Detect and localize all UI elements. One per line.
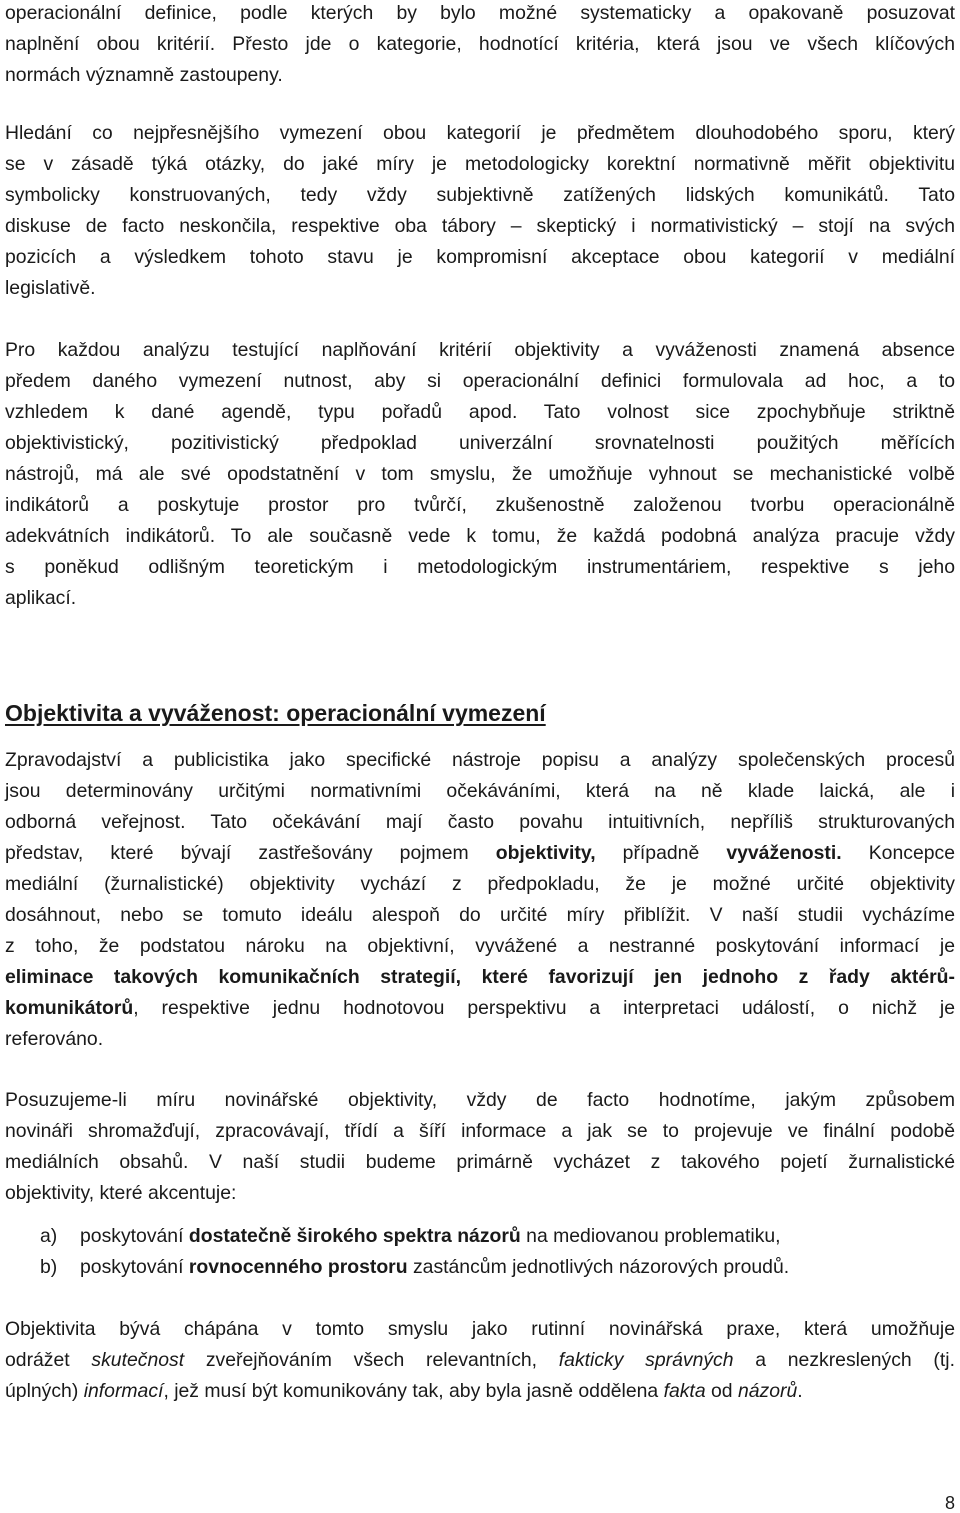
text-run: a nezkreslených (tj. [733, 1349, 955, 1371]
section-heading: Objektivita a vyváženost: operacionální vymezení [5, 700, 546, 726]
text-line: naplnění obou kritérií. Přesto jde o kategorie, hodnotící kritéria, která jsou ve všech klíčových [5, 33, 955, 55]
list-item [40, 1252, 789, 1283]
text-line [5, 1376, 955, 1407]
text-run: poskytování [80, 1256, 189, 1278]
text-run: na mediovanou problematiku, [520, 1225, 781, 1247]
text-line: předem daného vymezení nutnost, aby si operacionální definici formulovala ad hoc, a to [5, 370, 955, 392]
bold-term: rovnocenného prostoru [188, 1256, 408, 1278]
text-line: novináři shromažďují, zpracovávají, třídí a šíří informace a jak se to projevuje ve finální podobě [5, 1120, 955, 1142]
text-line: Posuzujeme-li míru novinářské objektivity, vždy de facto hodnotíme, jakým způsobem [5, 1089, 955, 1111]
text-line [5, 1345, 955, 1376]
text-line: Zpravodajství a publicistika jako specifické nástroje popisu a analýzy společenských procesů [5, 749, 955, 771]
paragraph-definition-debate [5, 118, 955, 304]
italic-term: názorů [737, 1380, 798, 1402]
text-run: , respektive jednu hodnotovou perspektivu a interpretaci událostí, o nichž je [133, 997, 955, 1019]
text-line: indikátorů a poskytuje prostor pro tvůrčí, zkušenostně založenou tvorbu operacionálně [5, 494, 955, 516]
paragraph-analysis-approach [5, 335, 955, 614]
text-line: mediálních obsahů. V naší studii budeme primárně vycházet z takového pojetí žurnalistické [5, 1151, 955, 1173]
text-line: operacionální definice, podle kterých by bylo možné systematicky a opakovaně posuzovat [5, 2, 955, 24]
criteria-list [40, 1221, 789, 1283]
text-line: vzhledem k dané agendě, typu pořadů apod. Tato volnost sice zpochybňuje striktně [5, 401, 955, 423]
text-line: s poněkud odlišným teoretickým i metodologickým instrumentáriem, respektive s jeho [5, 556, 955, 578]
text-line: Objektivita bývá chápána v tomto smyslu jako rutinní novinářská praxe, která umožňuje [5, 1318, 955, 1340]
italic-term: informací [83, 1380, 164, 1402]
text-run: od [705, 1380, 738, 1402]
text-line: objektivistický, pozitivistický předpoklad univerzální srovnatelnosti použitých měřících [5, 432, 955, 454]
text-line: z toho, že podstatou nároku na objektivní, vyvážené a nestranné poskytování informací je [5, 935, 955, 957]
bold-statement: komunikátorů [5, 997, 134, 1019]
italic-term: fakta [663, 1380, 706, 1402]
page-number: 8 [944, 1493, 955, 1513]
text-run: případně [595, 842, 727, 864]
text-line: referováno. [5, 1028, 104, 1050]
text-run: , jež musí být komunikovány tak, aby byla jasně oddělena [163, 1380, 664, 1402]
italic-term: fakticky správných [558, 1349, 734, 1371]
text-line: Pro každou analýzu testující naplňování kritérií objektivity a vyváženosti znamená absence [5, 339, 955, 361]
text-line [5, 993, 955, 1024]
bold-term-objectivity: objektivity, [495, 842, 596, 864]
text-run: úplných) [5, 1380, 84, 1402]
text-line: pozicích a výsledkem tohoto stavu je kompromisní akceptace obou kategorií v mediální [5, 246, 955, 268]
text-line: diskuse de facto neskončila, respektive oba tábory – skeptický i normativistický – stojí na svých [5, 215, 955, 237]
text-line: dosáhnout, nebo se tomuto ideálu alespoň do určité míry přiblížit. V naší studii vycházíme [5, 904, 955, 926]
bold-term-balance: vyváženosti. [726, 842, 842, 864]
text-line: se v zásadě týká otázky, do jaké míry je metodologicky korektní normativně měřit objektivitu [5, 153, 955, 175]
text-run: Koncepce [841, 842, 955, 864]
text-line: odborná veřejnost. Tato očekávání mají často povahu intuitivních, nepříliš strukturovaných [5, 811, 955, 833]
text-run: poskytování [80, 1225, 189, 1247]
paragraph-objectivity-practice [5, 1314, 955, 1407]
text-line: symbolicky konstruovaných, tedy vždy subjektivně zatížených lidských komunikátů. Tato [5, 184, 955, 206]
text-run: . [797, 1380, 803, 1402]
text-line [5, 962, 955, 993]
text-run: odrážet [5, 1349, 92, 1371]
text-run: zveřejňováním všech relevantních, [184, 1349, 559, 1371]
paragraph-intro-continuation [5, 0, 955, 91]
list-item [40, 1221, 789, 1252]
paragraph-objectivity-assessment [5, 1085, 955, 1209]
paragraph-journalism-expectations [5, 745, 955, 1055]
text-line: Hledání co nejpřesnějšího vymezení obou kategorií je předmětem dlouhodobého sporu, který [5, 122, 955, 144]
list-marker: b) [40, 1256, 58, 1278]
list-marker: a) [40, 1225, 58, 1247]
text-line: adekvátních indikátorů. To ale současně vede k tomu, že každá podobná analýza pracuje vždy [5, 525, 955, 547]
text-line: jsou determinovány určitými normativními očekáváními, která na ně klade laická, ale i [5, 780, 955, 802]
text-line: nástrojů, má ale své opodstatnění v tom smyslu, že umožňuje vyhnout se mechanistické volbě [5, 463, 955, 485]
bold-term: dostatečně širokého spektra názorů [188, 1225, 521, 1247]
text-line: legislativě. [5, 277, 96, 299]
text-line: aplikací. [5, 587, 77, 609]
text-line: objektivity, které akcentuje: [5, 1182, 237, 1204]
text-run: představ, které bývají zastřešovány pojmem [5, 842, 496, 864]
bold-statement: eliminace takových komunikačních strategií, které favorizují jen jednoho z řady aktérů- [5, 966, 955, 988]
text-run: zastáncům jednotlivých názorových proudů. [407, 1256, 790, 1278]
italic-term: skutečnost [91, 1349, 185, 1371]
text-line [5, 838, 955, 869]
text-line: normách významně zastoupeny. [5, 64, 283, 86]
text-line: mediální (žurnalistické) objektivity vychází z předpokladu, že je možné určité objektivity [5, 873, 955, 895]
